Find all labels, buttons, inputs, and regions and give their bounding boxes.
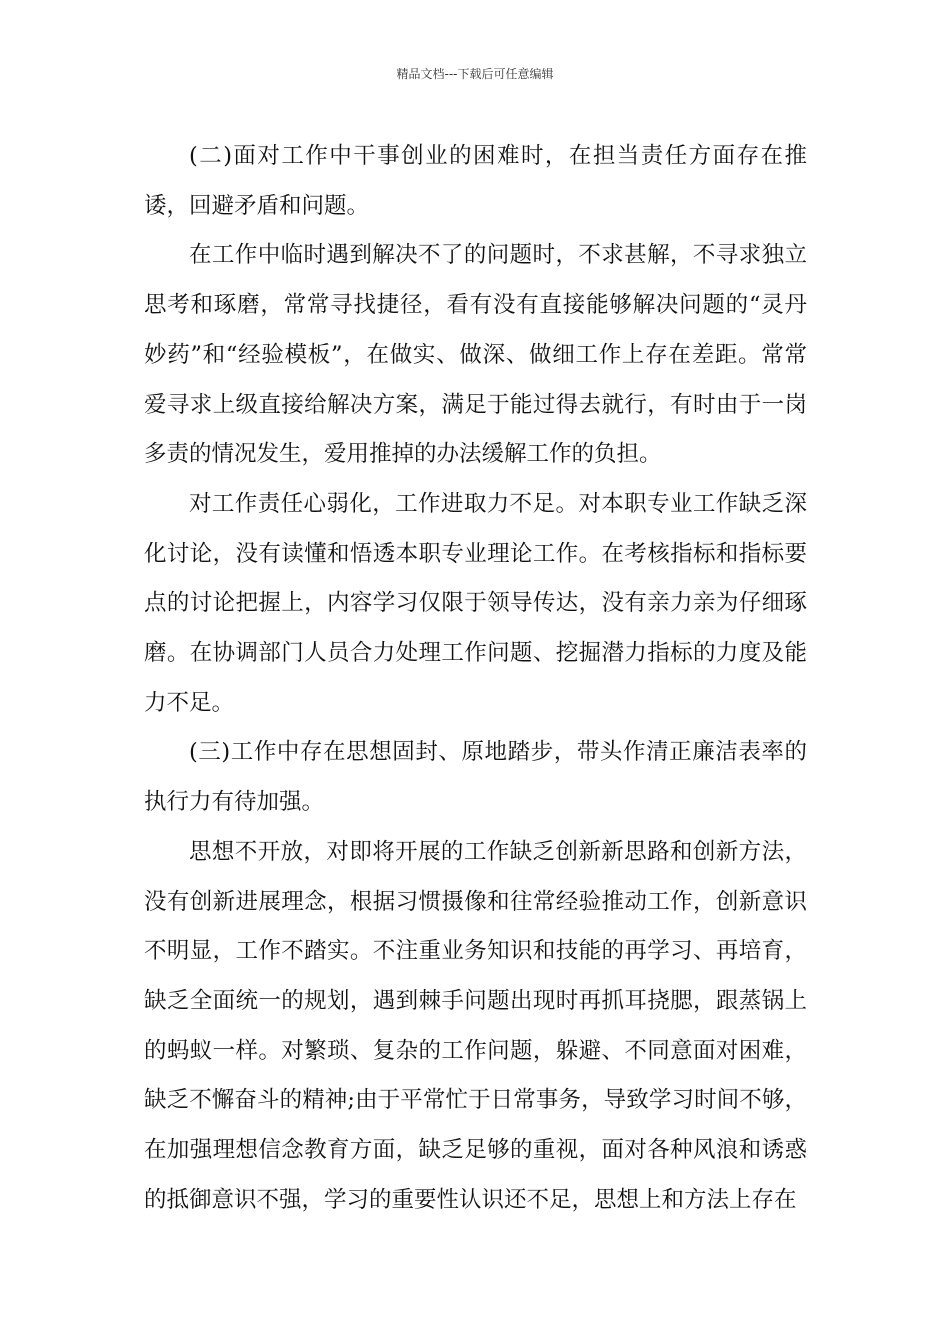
paragraph: 对工作责任心弱化，工作进取力不足。对本职专业工作缺乏深化讨论，没有读懂和悟透本职专业理论工作。在考核指标和指标要点的讨论把握上，内容学习仅限于领导传达，没有亲力亲为仔细琢磨。在协调部门人员合力处理工作问题、挖掘潜力指标的力度及能力不足。 [144,490,807,716]
paragraph: 在工作中临时遇到解决不了的问题时，不求甚解，不寻求独立思考和琢磨，常常寻找捷径，看有没有直接能够解决问题的“灵丹妙药”和“经验模板”，在做实、做深、做细工作上存在差距。常常爱寻求上级直接给解决方案，满足于能过得去就行，有时由于一岗多责的情况发生，爱用推掉的办法缓解工作的负担。 [144,242,807,468]
page-header: 精品文档---下载后可任意编辑 [396,67,554,81]
document-body [144,132,807,1225]
paragraph-section-two-heading: (二)面对工作中干事创业的困难时，在担当责任方面存在推诿，回避矛盾和问题。 [144,143,807,219]
paragraph: 思想不开放，对即将开展的工作缺乏创新新思路和创新方法，没有创新进展理念，根据习惯摄像和往常经验推动工作，创新意识不明显，工作不踏实。不注重业务知识和技能的再学习、再培育，缺乏全面统一的规划，遇到棘手问题出现时再抓耳挠腮，跟蒸锅上的蚂蚁一样。对繁琐、复杂的工作问题，躲避、不同意面对困难，缺乏不懈奋斗的精神;由于平常忙于日常事务，导致学习时间不够，在加强理想信念教育方面，缺乏足够的重视，面对各种风浪和诱惑的抵御意识不强，学习的重要性认识还不足，思想上和方法上存在 [144,838,807,1213]
paragraph-section-three-heading: (三)工作中存在思想固封、原地踏步，带头作清正廉洁表率的执行力有待加强。 [144,739,807,816]
